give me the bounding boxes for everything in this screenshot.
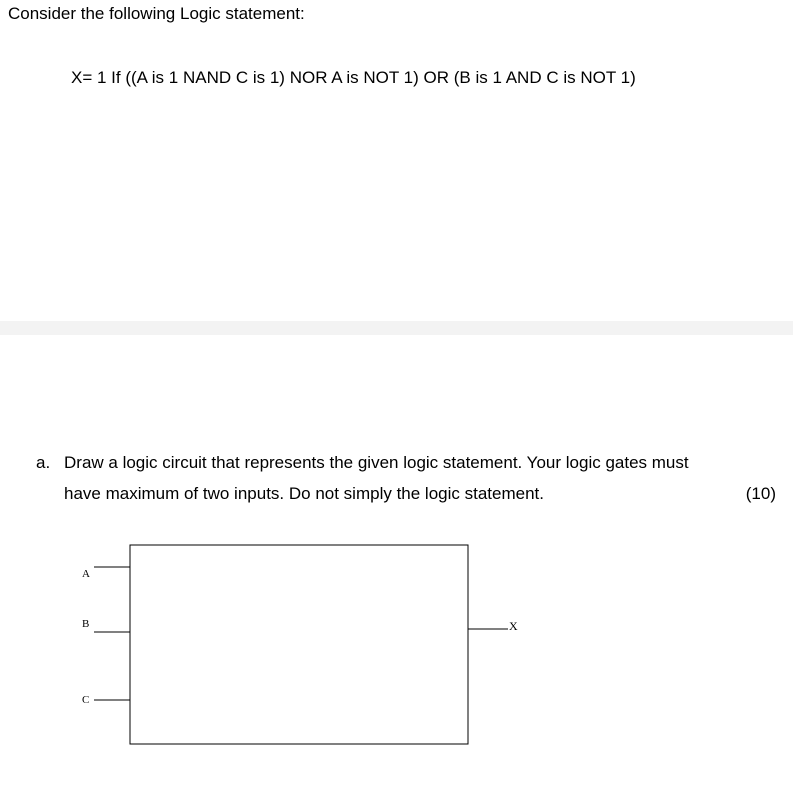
section-divider: [0, 321, 793, 335]
input-label-c: C: [82, 694, 90, 706]
output-label-x: X: [509, 619, 518, 633]
circuit-box: [130, 545, 468, 744]
input-label-b: B: [82, 618, 90, 630]
question-text-line-1: Draw a logic circuit that represents the given logic statement. Your logic gates must: [64, 453, 689, 472]
intro-text: Consider the following Logic statement:: [8, 4, 305, 23]
question-marks: (10): [745, 484, 776, 503]
input-label-a: A: [82, 568, 90, 580]
logic-statement: X= 1 If ((A is 1 NAND C is 1) NOR A is NOT 1) OR (B is 1 AND C is NOT 1): [71, 68, 636, 87]
question-text-line-2: have maximum of two inputs. Do not simply the logic statement.: [64, 484, 544, 503]
question-marker: a.: [36, 453, 51, 472]
